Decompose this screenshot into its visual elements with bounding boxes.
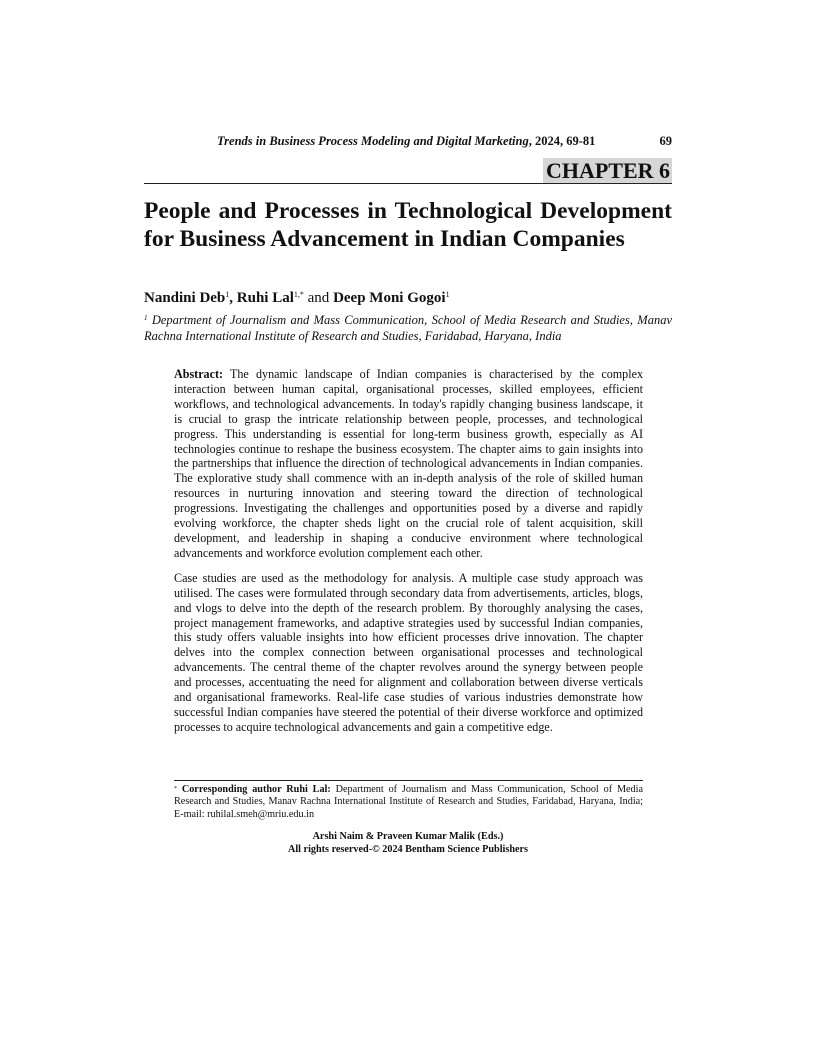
paper-title: People and Processes in Technological Development for Business Advancement in Indian Companies bbox=[144, 198, 672, 252]
author-name: Nandini Deb bbox=[144, 290, 226, 306]
chapter-divider bbox=[144, 183, 672, 184]
journal-title bbox=[217, 133, 595, 149]
journal-details: , 2024, 69-81 bbox=[528, 134, 596, 148]
footnote-marker: * bbox=[174, 786, 177, 792]
page-number: 69 bbox=[659, 134, 672, 148]
abstract-paragraph-1-text: The dynamic landscape of Indian companies is characterised by the complex interaction between human capital, organisational processes, skilled employees, efficient workflows, and technological advancements. In today's rapidly changing business landscape, it is crucial to grasp the intricate relationship between people, processes, and technological progress. This understanding is essential for long-term business growth, especially as AI technologies continue to reshape the business ecosystem. The chapter aims to gain insights into the partnerships that influence the direction of technological advancements in Indian companies. The explorative study shall commence with an in-depth analysis of the role of skilled human resources in nurturing innovation and steering toward the direction of technological progressions. Investigating the challenges and opportunities posed by a diverse and rapidly evolving workforce, the chapter sheds light on the crucial role of talent acquisition, skill development, and leadership in shaping a conducive environment where technological advancements and workforce evolution complement each other. bbox=[174, 367, 643, 560]
abstract-paragraph-2: Case studies are used as the methodology for analysis. A multiple case study approach was utilised. The cases were formulated through secondary data from advertisements, articles, blogs, and vlogs to delve into the depth of the research problem. By thoroughly analysing the cases, project management frameworks, and adaptive strategies used by successful Indian companies, this study offers valuable insights into how efficient processes drive innovation. The chapter delves into the complex connection between organisational processes and technological advancements. The central theme of the chapter revolves around the synergy between people and processes, accentuating the need for alignment and collaboration between diverse verticals and organisational frameworks. Real-life case studies of various industries demonstrate how successful Indian companies have steered the potential of their diverse workforce and optimized processes to acquire technological advancements and gain a competitive edge. bbox=[174, 570, 643, 734]
author-affiliation-marker: 1 bbox=[445, 290, 450, 299]
author-list bbox=[144, 289, 450, 307]
footnote-divider bbox=[174, 780, 643, 781]
author-affiliation-marker: 1 bbox=[225, 290, 230, 299]
affiliation-marker: 1 bbox=[144, 314, 148, 322]
author-affiliation-marker: 1,* bbox=[293, 290, 304, 299]
affiliation-text: Department of Journalism and Mass Communication, School of Media Research and Studies, Manav Rachna International Institute of Research and Studies, Faridabad, Haryana, India bbox=[144, 313, 672, 343]
footnote-label: Corresponding author Ruhi Lal: bbox=[177, 784, 331, 795]
author-separator: , bbox=[229, 290, 237, 306]
footnote-text: Department of Journalism and Mass Communication, School of Media Research and Studies, Manav Rachna International Institute of Research and Studies, Faridabad, Haryana, India; E-mail: ruhilal.smeh@mriu.edu.in bbox=[174, 784, 643, 820]
author-separator: and bbox=[303, 290, 334, 306]
editors-line: Arshi Naim & Praveen Kumar Malik (Eds.) bbox=[312, 831, 504, 842]
journal-name: Trends in Business Process Modeling and Digital Marketing bbox=[217, 134, 529, 148]
author-name: Ruhi Lal bbox=[236, 290, 294, 306]
author-name: Deep Moni Gogoi bbox=[333, 290, 446, 306]
affiliation bbox=[144, 312, 672, 344]
corresponding-author-footnote bbox=[174, 784, 643, 821]
abstract bbox=[174, 367, 643, 745]
publisher-info bbox=[144, 831, 672, 856]
abstract-paragraph bbox=[174, 367, 643, 561]
abstract-label: Abstract: bbox=[174, 367, 224, 381]
chapter-label: CHAPTER 6 bbox=[543, 158, 672, 184]
copyright-line: All rights reserved-© 2024 Bentham Science Publishers bbox=[287, 843, 529, 855]
